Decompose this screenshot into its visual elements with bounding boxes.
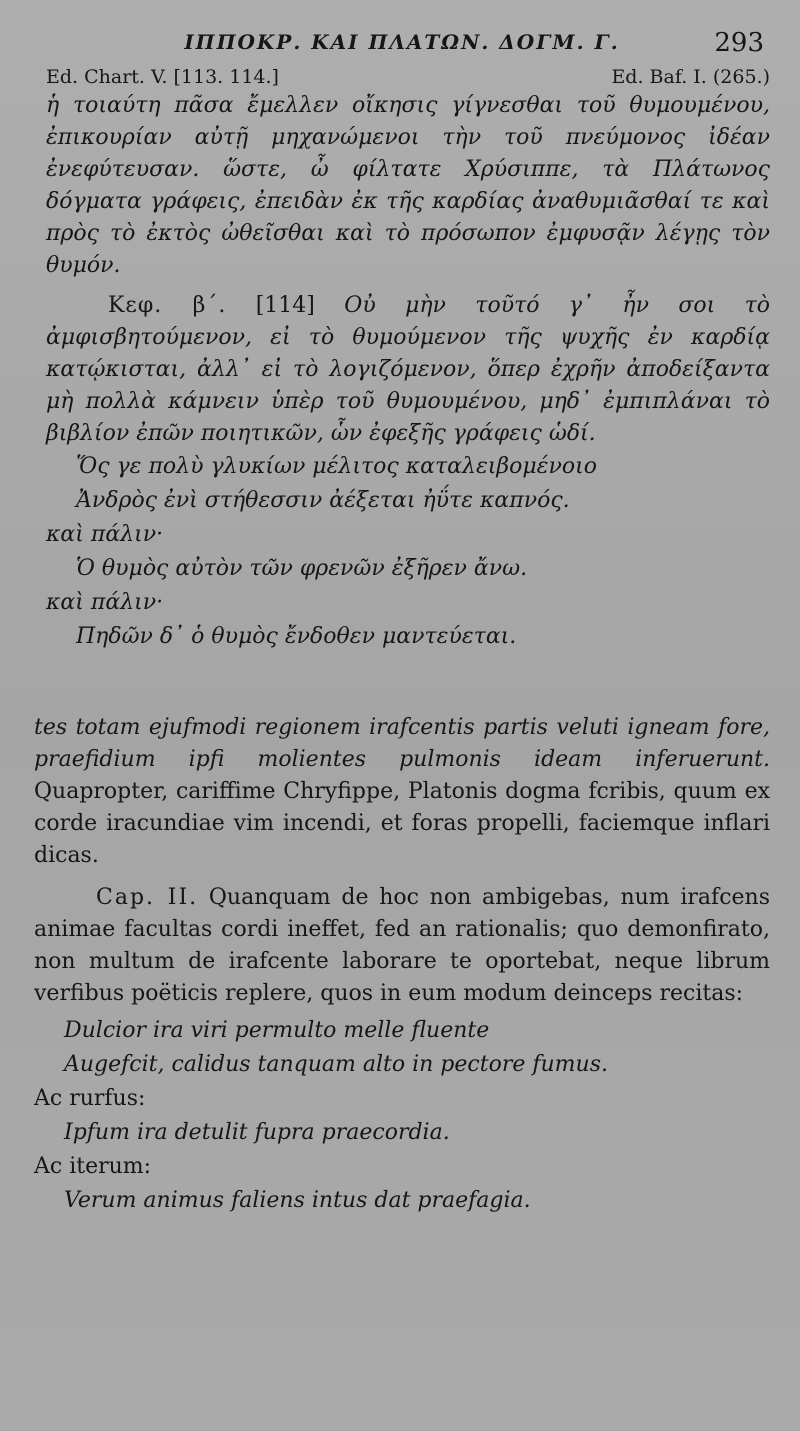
latin-verse-2: Ipfum ira detulit fupra praecordia. [64,1120,450,1145]
greek-verse-3: Πηδῶν δ᾽ ὁ θυμὸς ἔνδοθεν μαντεύεται. [76,624,517,649]
latin-ac-rursus: Ac rurfus: [34,1086,146,1111]
greek-chapter-ref: [114] [255,293,315,318]
edition-right: Ed. Baf. I. (265.) [611,66,770,88]
latin-paragraph-1-italic: tes totam ejufmodi regionem irafcentis partis veluti igneam fore, praefidium ipfi molientes pulmonis ideam inferuerunt. [34,715,770,772]
greek-verse-1 [46,450,770,518]
latin-verse-1 [34,1014,770,1082]
greek-verse-1-line-1: Ὅς γε πολὺ γλυκίων μέλιτος καταλειβομένοιο [76,454,597,479]
greek-paragraph-2 [46,290,770,450]
greek-verse-1-line-2: Ἀνδρὸς ἐνὶ στήθεσσιν ἀέξεται ἠΰτε καπνός. [76,488,570,513]
greek-kai-palin-2: καὶ πάλιν· [46,590,164,615]
page-header [34,28,770,62]
greek-paragraph-1: ἡ τοιαύτη πᾶσα ἔμελλεν οἴκησις γίγνεσθαι τοῦ θυμουμένου, ἐπικουρίαν αὐτῇ μηχανώμενοι τὴν τοῦ πνεύμονος ἰδέαν ἐνεφύτευσαν. ὥστε, ὦ φίλτατε Χρύσιππε, τὰ Πλάτωνος δόγματα γράφεις, ἐπειδὰν ἐκ τῆς καρδίας ἀναθυμιᾶσθαί τε καὶ πρὸς τὸ ἐκτὸς ὠθεῖσθαι καὶ τὸ πρόσωπον ἐμφυσᾷν λέγῃς τὸν θυμόν. [46,93,770,278]
latin-verse-1-line-2: Augefcit, calidus tanquam alto in pectore fumus. [64,1052,608,1077]
latin-paragraph-1-rest: Quapropter, cariffime Chryfippe, Platonis dogma fcribis, quum ex corde iracundiae vim incendi, et foras propelli, faciemque inflari dicas. [34,779,770,868]
section-gap [34,654,770,712]
latin-chapter-label: Cap. II. [96,885,199,910]
greek-verse-2: Ὁ θυμὸς αὐτὸν τῶν φρενῶν ἐξῆρεν ἄνω. [76,556,528,581]
edition-references [46,66,770,88]
greek-kai-palin-1: καὶ πάλιν· [46,522,164,547]
latin-section [34,712,770,1218]
latin-paragraph-2 [34,882,770,1010]
latin-verse-3: Verum animus faliens intus dat praefagia. [64,1188,531,1213]
greek-section [46,90,770,654]
running-head: ΙΠΠΟΚΡ. ΚΑΙ ΠΛΑΤΩΝ. ΔΟΓΜ. Γ. [184,30,620,54]
latin-ac-iterum: Ac iterum: [34,1154,152,1179]
page-number: 293 [714,28,764,58]
greek-chapter-label: Κεφ. β΄. [108,293,227,318]
latin-paragraph-1 [34,712,770,872]
greek-paragraph-2-text: Οὐ μὴν τοῦτό γ᾽ ἦν σοι τὸ ἀμφισβητούμενον, εἰ τὸ θυμούμενον τῆς ψυχῆς ἐν καρδίᾳ κατῴκισται, ἀλλ᾽ εἰ τὸ λογιζόμενον, ὅπερ ἐχρῆν ἀποδείξαντα μὴ πολλὰ κάμνειν ὑπὲρ τοῦ θυμουμένου, μηδ᾽ ἐμπιπλάναι τὸ βιβλίον ἐπῶν ποιητικῶν, ὧν ἐφεξῆς γράφεις ὡδί. [46,293,771,446]
edition-left: Ed. Chart. V. [113. 114.] [46,66,279,88]
latin-verse-1-line-1: Dulcior ira viri permulto melle fluente [64,1018,490,1043]
latin-paragraph-2-text: Quanquam de hoc non ambigebas, num irafcens animae facultas cordi ineffet, fed an rationalis; quo demonfirato, non multum de irafcente laborare te oportebat, neque librum verfibus poëticis replere, quos in eum modum deinceps recitas: [34,885,770,1006]
